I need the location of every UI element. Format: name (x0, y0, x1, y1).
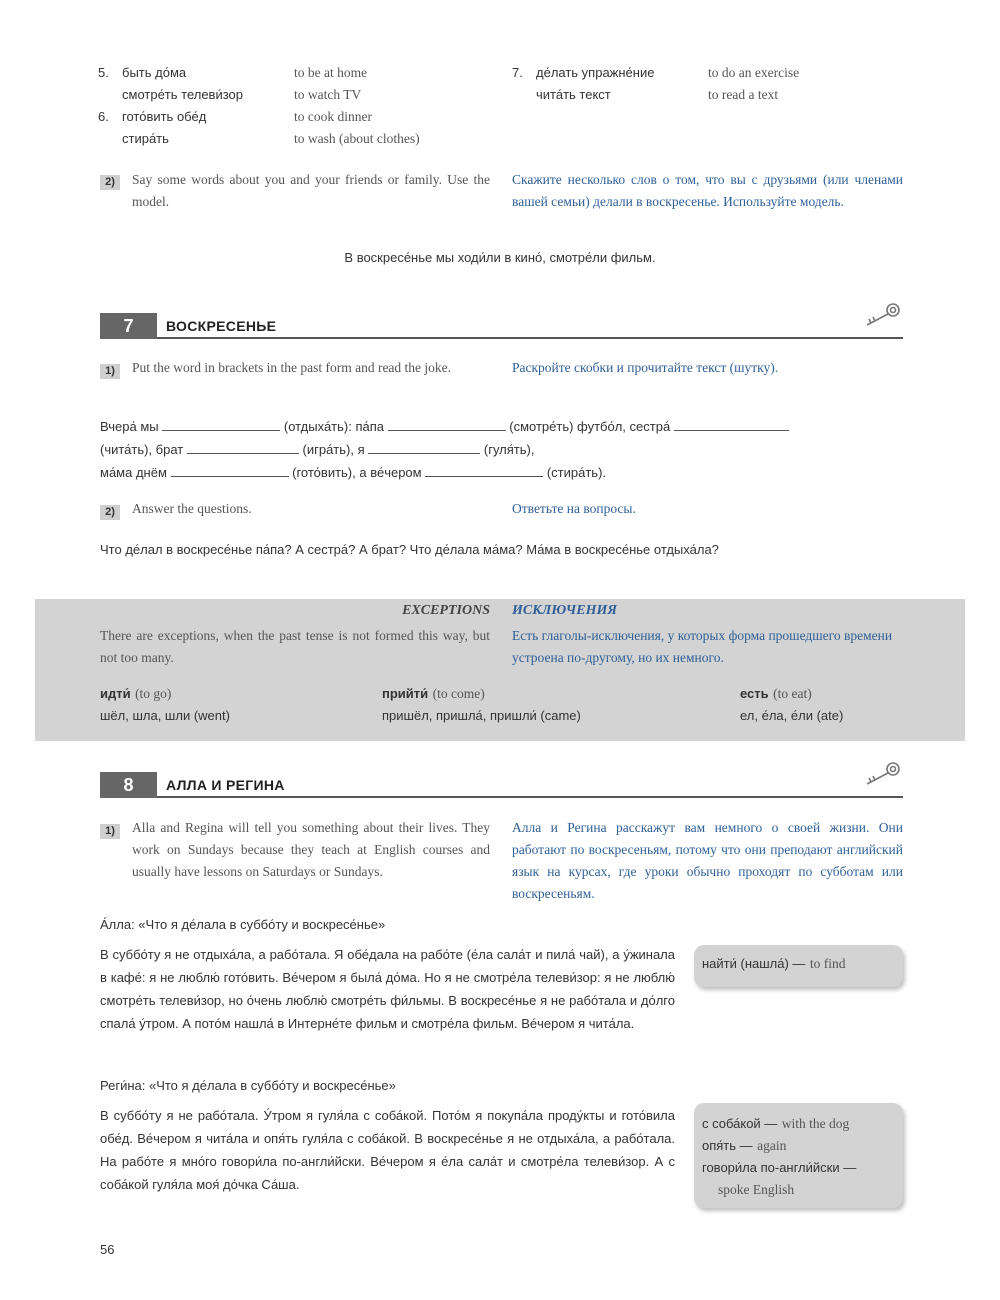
exceptions-text-en: There are exceptions, when the past tense is not formed this way, but not too many. (100, 628, 490, 665)
vocab-english: to watch TV (294, 87, 362, 102)
exercise-instruction-ru: Ответьте на вопросы. (512, 501, 636, 516)
vocab-item (98, 84, 518, 106)
vocab-item (98, 128, 518, 150)
vocab-note-box: с соба́кой — with the dog опя́ть — again говори́ла по-англи́йски — spoke English (694, 1103, 903, 1208)
exception-verb: прийти́ (to come) пришёл, пришла́, пришли́ (came) (382, 686, 581, 723)
questions-text: Что де́лал в воскресе́нье па́па? А сестра́? А брат? Что де́лала ма́ма? Ма́ма в воскресе́нье отдыха́ла? (100, 542, 719, 557)
vocab-russian: де́лать упражне́ние (536, 65, 655, 80)
vocab-item (98, 62, 518, 84)
answer-blank[interactable] (388, 417, 506, 431)
vocab-russian: гото́вить обе́д (122, 109, 207, 124)
vocab-number: 6. (98, 109, 109, 124)
exceptions-panel (35, 599, 965, 741)
exercise-instruction-en: Alla and Regina will tell you something about their lives. They work on Sundays because they teach at English courses and usually have lessons on Saturdays or Sundays. (132, 820, 490, 879)
vocab-item (512, 62, 912, 84)
exception-verb: идти́ (to go) шёл, шла, шли (went) (100, 686, 230, 723)
vocab-item (512, 84, 912, 106)
answer-blank[interactable] (368, 440, 480, 454)
vocab-russian: смотре́ть телеви́зор (122, 87, 243, 102)
model-sentence: В воскресе́нье мы ходи́ли в кино́, смотре́ли фильм. (344, 250, 656, 265)
vocab-number: 5. (98, 65, 109, 80)
answer-blank[interactable] (162, 417, 280, 431)
vocab-left-list (98, 62, 518, 150)
alla-heading: А́лла: «Что я де́лала в суббо́ту и воскресе́нье» (100, 917, 386, 932)
vocab-english: to cook dinner (294, 109, 372, 124)
exceptions-title-ru: ИСКЛЮЧЕНИЯ (512, 603, 617, 618)
exercise-instruction-en: Answer the questions. (132, 501, 252, 516)
vocab-russian: чита́ть текст (536, 87, 611, 102)
regina-heading: Реги́на: «Что я де́лала в суббо́ту и воскресе́нье» (100, 1078, 396, 1093)
exercise-number: 1) (100, 821, 120, 839)
vocab-right-list (512, 62, 912, 106)
exercise-instruction-en: Say some words about you and your friends or family. Use the model. (132, 172, 490, 209)
exercise-instruction-ru: Раскройте скобки и прочитайте текст (шутку). (512, 360, 779, 375)
answer-blank[interactable] (425, 463, 543, 477)
exercise-instruction-ru: Скажите несколько слов о том, что вы с друзьями (или членами вашей семьи) делали в воскресенье. Используйте модель. (512, 172, 903, 209)
vocab-russian: стира́ть (122, 131, 169, 146)
vocab-item (98, 106, 518, 128)
fill-in-text: Вчера́ мы (отдыха́ть): па́па (смотре́ть) футбо́л, сестра́ (чита́ть), брат (игра́ть), я (гуля́ть), ма́ма днём (гото́вить), а ве́чером (стира́ть). (100, 415, 903, 484)
section-title: АЛЛА И РЕГИНА (166, 777, 285, 793)
vocab-english: to be at home (294, 65, 368, 80)
alla-text: В суббо́ту я не отдыха́ла, а рабо́тала. Я обе́дала на рабо́те (е́ла сала́т и пила́ чай), а у́жинала в кафе́: я не люблю́ гото́вить. Ве́чером я была́ до́ма. Но я не смотре́ла телеви́зор: я не люблю́ смотре́ть телеви́зор, но о́чень люблю́ смотре́ть фи́льмы. В воскресе́нье я не рабо́тала и до́лго спала́ у́тром. А пото́м нашла́ в Интерне́те фильм и смотре́ла фильм. Ве́чером я чита́ла. (100, 947, 675, 1031)
section-number: 7 (100, 313, 157, 339)
vocab-note-box: найти́ (нашла́) — to find (694, 945, 903, 987)
exceptions-title-en: EXCEPTIONS (402, 603, 490, 618)
exercise-number: 1) (100, 361, 120, 379)
exceptions-text-ru: Есть глаголы-исключения, у которых форма прошедшего времени устроена по-другому, но их немного. (512, 628, 893, 665)
exception-verb: есть (to eat) ел, е́ла, е́ли (ate) (740, 686, 844, 723)
answer-blank[interactable] (187, 440, 299, 454)
exercise-instruction-ru: Алла и Регина расскажут вам немного о своей жизни. Они работают по воскресеньям, потому что они преподают английский язык на курсах, где уроки обычно проходят по субботам или воскресеньям. (512, 820, 903, 901)
exercise-number: 2) (100, 502, 120, 520)
exercise-instruction-en: Put the word in brackets in the past form and read the joke. (132, 360, 452, 375)
vocab-english: to read a text (708, 87, 779, 102)
section-title: ВОСКРЕСЕНЬЕ (166, 318, 277, 334)
key-icon (863, 760, 903, 790)
vocab-number: 7. (512, 65, 523, 80)
exercise-number: 2) (100, 172, 120, 190)
answer-blank[interactable] (674, 417, 789, 431)
vocab-russian: быть до́ма (122, 65, 187, 80)
section-7-header (100, 313, 903, 339)
section-number: 8 (100, 772, 157, 798)
vocab-english: to wash (about clothes) (294, 131, 420, 146)
vocab-english: to do an exercise (708, 65, 800, 80)
regina-text: В суббо́ту я не рабо́тала. У́тром я гуля́ла с соба́кой. Пото́м я покупа́ла проду́кты и гото́вила обе́д. Ве́чером я чита́ла и опя́ть гуля́ла с соба́кой. В воскресе́нье я не отдыха́ла, а рабо́тала. На рабо́те я мно́го говори́ла по-англи́йски. Ве́чером я е́ла сала́т и смотре́ла телеви́зор. А с соба́кой гуля́ла моя́ до́чка Са́ша. (100, 1108, 675, 1192)
section-8-header (100, 772, 903, 798)
key-icon (863, 301, 903, 331)
answer-blank[interactable] (171, 463, 289, 477)
page-number: 56 (100, 1242, 115, 1257)
